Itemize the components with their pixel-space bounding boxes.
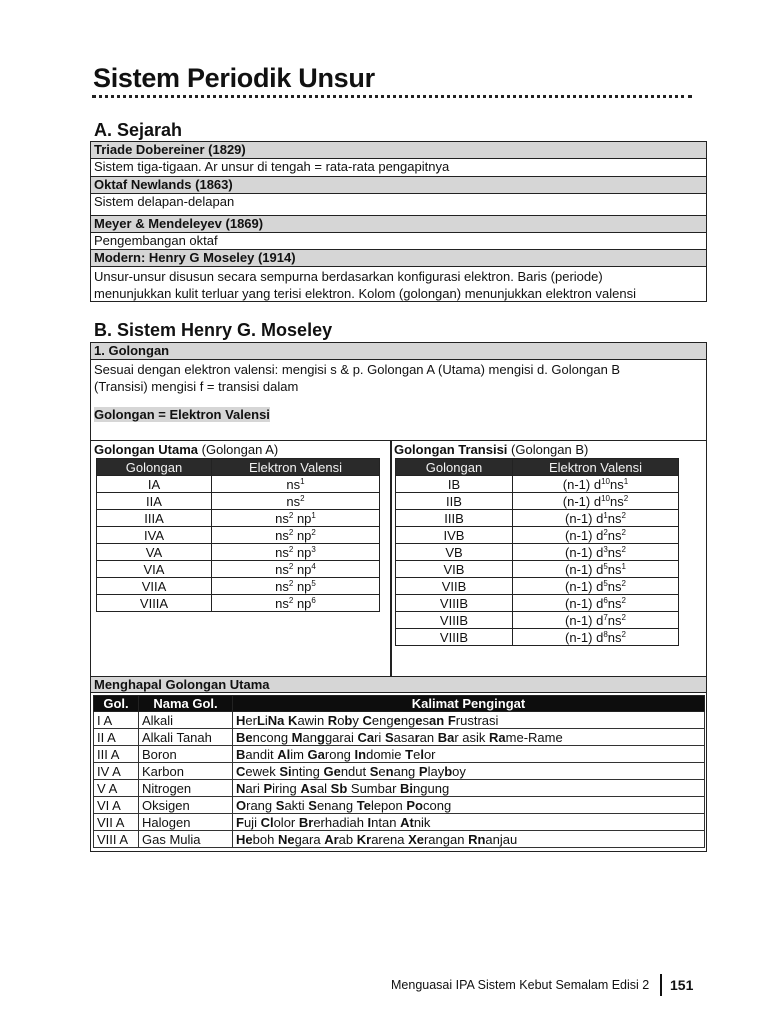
utama-elektron-cell: $ns^1$ xyxy=(212,476,380,493)
menghapal-nama-cell: Alkali xyxy=(139,712,233,729)
menghapal-gol-cell: VII A xyxy=(94,814,139,831)
sejarah-text-4-line1: Unsur-unsur disusun secara sempurna berdasarkan konfigurasi elektron. Baris (periode) xyxy=(94,269,603,284)
transisi-elektron-cell: (n-1) $d^6ns^2$ xyxy=(513,595,679,612)
footer-book-title: Menguasai IPA Sistem Kebut Semalam Edisi 2 xyxy=(391,978,650,992)
transisi-title-rest: (Golongan B) xyxy=(507,442,589,457)
utama-table xyxy=(96,458,380,612)
transisi-golongan-cell: IB xyxy=(396,476,513,493)
transisi-golongan-cell: IIB xyxy=(396,493,513,510)
utama-golongan-cell: VIIIA xyxy=(97,595,212,612)
utama-row xyxy=(97,578,380,595)
moseley-box xyxy=(90,342,707,852)
menghapal-kalimat-cell: Bandit Alim Garong Indomie Telor xyxy=(233,746,705,763)
transisi-golongan-cell: VIIB xyxy=(396,578,513,595)
menghapal-gol-cell: VIII A xyxy=(94,831,139,848)
transisi-golongan-cell: IIIB xyxy=(396,510,513,527)
sejarah-title-1: Triade Dobereiner (1829) xyxy=(91,142,706,159)
transisi-elektron-cell: (n-1) $d^{10}ns^2$ xyxy=(513,493,679,510)
transisi-row xyxy=(396,493,679,510)
sejarah-title-3: Meyer & Mendeleyev (1869) xyxy=(91,216,706,233)
utama-title-bold: Golongan Utama xyxy=(94,442,199,457)
sejarah-title-2: Oktaf Newlands (1863) xyxy=(91,177,706,194)
transisi-elektron-cell: (n-1) $d^8ns^2$ xyxy=(513,629,679,646)
menghapal-table xyxy=(93,695,705,848)
menghapal-gol-cell: III A xyxy=(94,746,139,763)
utama-elektron-cell: $ns^2$ $np^4$ xyxy=(212,561,380,578)
sejarah-text-1: Sistem tiga-tigaan. Ar unsur di tengah = rata-rata pengapitnya xyxy=(91,159,706,177)
transisi-elektron-cell: (n-1) $d^5ns^1$ xyxy=(513,561,679,578)
utama-title xyxy=(94,442,278,457)
column-divider xyxy=(390,440,392,676)
menghapal-nama-cell: Boron xyxy=(139,746,233,763)
utama-col-golongan: Golongan xyxy=(97,459,212,476)
transisi-row xyxy=(396,527,679,544)
menghapal-nama-cell: Nitrogen xyxy=(139,780,233,797)
menghapal-gol-cell: VI A xyxy=(94,797,139,814)
transisi-elektron-cell: (n-1) $d^1ns^2$ xyxy=(513,510,679,527)
menghapal-gol-cell: II A xyxy=(94,729,139,746)
transisi-elektron-cell: (n-1) $d^7ns^2$ xyxy=(513,612,679,629)
menghapal-row xyxy=(94,814,705,831)
transisi-row xyxy=(396,595,679,612)
menghapal-kalimat-cell: Cewek Sinting Gendut Senang Playboy xyxy=(233,763,705,780)
utama-col-elektron: Elektron Valensi xyxy=(212,459,380,476)
transisi-golongan-cell: IVB xyxy=(396,527,513,544)
transisi-golongan-cell: VIIIB xyxy=(396,612,513,629)
utama-header-row xyxy=(97,459,380,476)
menghapal-col-gol: Gol. xyxy=(94,696,139,712)
utama-elektron-cell: $ns^2$ $np^1$ xyxy=(212,510,380,527)
transisi-golongan-cell: VIIIB xyxy=(396,629,513,646)
menghapal-kalimat-cell: Bencong Manggarai Cari Sasaran Bar asik Rame-Rame xyxy=(233,729,705,746)
utama-elektron-cell: $ns^2$ $np^3$ xyxy=(212,544,380,561)
transisi-row xyxy=(396,629,679,646)
utama-golongan-cell: IIA xyxy=(97,493,212,510)
section-a-heading: A. Sejarah xyxy=(94,120,183,140)
utama-row xyxy=(97,544,380,561)
transisi-row xyxy=(396,476,679,493)
utama-elektron-cell: $ns^2$ $np^6$ xyxy=(212,595,380,612)
menghapal-gol-cell: V A xyxy=(94,780,139,797)
menghapal-nama-cell: Halogen xyxy=(139,814,233,831)
transisi-row xyxy=(396,578,679,595)
utama-row xyxy=(97,493,380,510)
golongan-description xyxy=(91,361,706,395)
utama-golongan-cell: VIIA xyxy=(97,578,212,595)
menghapal-nama-cell: Oksigen xyxy=(139,797,233,814)
menghapal-nama-cell: Karbon xyxy=(139,763,233,780)
transisi-elektron-cell: (n-1) $d^2ns^2$ xyxy=(513,527,679,544)
utama-row xyxy=(97,510,380,527)
menghapal-row xyxy=(94,712,705,729)
golongan-divider xyxy=(91,440,706,441)
utama-golongan-cell: IIIA xyxy=(97,510,212,527)
menghapal-kalimat-cell: Nari Piring Asal Sb Sumbar Bingung xyxy=(233,780,705,797)
transisi-elektron-cell: (n-1) $d^{10}ns^1$ xyxy=(513,476,679,493)
menghapal-row xyxy=(94,746,705,763)
menghapal-row xyxy=(94,729,705,746)
title-divider xyxy=(92,95,692,98)
golongan-header: 1. Golongan xyxy=(91,343,706,360)
utama-row xyxy=(97,561,380,578)
utama-row xyxy=(97,476,380,493)
transisi-golongan-cell: VIB xyxy=(396,561,513,578)
sejarah-title-4: Modern: Henry G Moseley (1914) xyxy=(91,250,706,267)
sejarah-text-2: Sistem delapan-delapan xyxy=(91,194,706,216)
utama-title-rest: (Golongan A) xyxy=(198,442,279,457)
transisi-row xyxy=(396,612,679,629)
menghapal-nama-cell: Gas Mulia xyxy=(139,831,233,848)
menghapal-header: Menghapal Golongan Utama xyxy=(91,676,706,693)
transisi-col-elektron: Elektron Valensi xyxy=(513,459,679,476)
menghapal-gol-cell: IV A xyxy=(94,763,139,780)
transisi-row xyxy=(396,510,679,527)
page-number: 151 xyxy=(670,977,694,993)
golongan-highlight: Golongan = Elektron Valensi xyxy=(94,407,270,422)
golongan-highlight-row xyxy=(91,407,706,424)
section-b-heading: B. Sistem Henry G. Moseley xyxy=(94,320,333,340)
menghapal-row xyxy=(94,831,705,848)
sejarah-box xyxy=(90,141,707,302)
transisi-header-row xyxy=(396,459,679,476)
page-title: Sistem Periodik Unsur xyxy=(93,63,375,93)
transisi-elektron-cell: (n-1) $d^5ns^2$ xyxy=(513,578,679,595)
transisi-row xyxy=(396,544,679,561)
menghapal-header-row xyxy=(94,696,705,712)
menghapal-col-kalimat: Kalimat Pengingat xyxy=(233,696,705,712)
utama-elektron-cell: $ns^2$ xyxy=(212,493,380,510)
menghapal-gol-cell: I A xyxy=(94,712,139,729)
transisi-elektron-cell: (n-1) $d^3ns^2$ xyxy=(513,544,679,561)
utama-row xyxy=(97,527,380,544)
footer-divider xyxy=(660,974,662,996)
utama-golongan-cell: IVA xyxy=(97,527,212,544)
transisi-golongan-cell: VB xyxy=(396,544,513,561)
menghapal-row xyxy=(94,797,705,814)
menghapal-col-nama: Nama Gol. xyxy=(139,696,233,712)
transisi-golongan-cell: VIIIB xyxy=(396,595,513,612)
menghapal-row xyxy=(94,763,705,780)
golongan-desc-line2: (Transisi) mengisi f = transisi dalam xyxy=(94,379,299,394)
sejarah-text-4 xyxy=(91,268,706,302)
utama-golongan-cell: IA xyxy=(97,476,212,493)
menghapal-nama-cell: Alkali Tanah xyxy=(139,729,233,746)
menghapal-kalimat-cell: HerLiNa Kawin Roby Cengengesan Frustrasi xyxy=(233,712,705,729)
transisi-col-golongan: Golongan xyxy=(396,459,513,476)
utama-row xyxy=(97,595,380,612)
menghapal-row xyxy=(94,780,705,797)
menghapal-kalimat-cell: Heboh Negara Arab Krarena Xerangan Rnanjau xyxy=(233,831,705,848)
sejarah-text-4-line2: menunjukkan kulit terluar yang terisi elektron. Kolom (golongan) menunjukkan elektron valensi xyxy=(94,286,636,301)
sejarah-text-3: Pengembangan oktaf xyxy=(91,233,706,250)
menghapal-kalimat-cell: Orang Sakti Senang Telepon Pocong xyxy=(233,797,705,814)
utama-elektron-cell: $ns^2$ $np^2$ xyxy=(212,527,380,544)
utama-elektron-cell: $ns^2$ $np^5$ xyxy=(212,578,380,595)
utama-golongan-cell: VA xyxy=(97,544,212,561)
utama-golongan-cell: VIA xyxy=(97,561,212,578)
golongan-desc-line1: Sesuai dengan elektron valensi: mengisi s & p. Golongan A (Utama) mengisi d. Golongan B xyxy=(94,362,621,377)
menghapal-kalimat-cell: Fuji Clolor Brerhadiah Intan Atnik xyxy=(233,814,705,831)
transisi-title-bold: Golongan Transisi xyxy=(394,442,508,457)
transisi-title xyxy=(394,442,588,457)
transisi-row xyxy=(396,561,679,578)
transisi-table xyxy=(395,458,679,646)
